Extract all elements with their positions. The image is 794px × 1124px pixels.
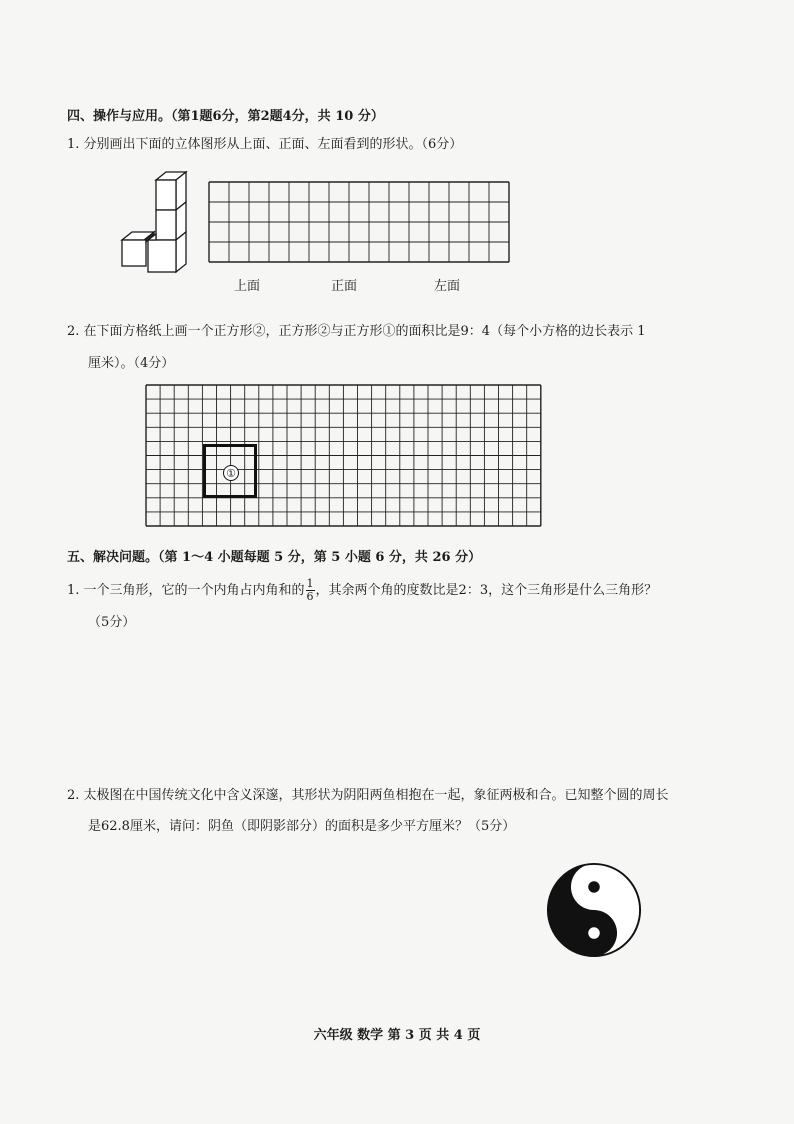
section-5-heading: 五、解决问题。（第 1～4 小题每题 5 分，第 5 小题 6 分，共 26 分） bbox=[67, 550, 482, 565]
answer-space-5-2[interactable] bbox=[88, 850, 528, 1000]
view-label-left: 左面 bbox=[434, 279, 461, 294]
question-5-2-text-line2: 是62.8厘米，请问：阴鱼（即阴影部分）的面积是多少平方厘米？（5分） bbox=[88, 819, 516, 834]
question-4-2-text-line2: 厘米）。（4分） bbox=[88, 356, 175, 371]
question-5-1-points: （5分） bbox=[88, 615, 136, 630]
answer-space-5-1[interactable] bbox=[88, 640, 728, 770]
question-4-2-text-line1: 2. 在下面方格纸上画一个正方形②，正方形②与正方形①的面积比是9：4（每个小方格的边长表示 1 bbox=[67, 324, 646, 339]
taiji-yin-yang-icon bbox=[546, 862, 642, 958]
question-5-1-text bbox=[67, 577, 657, 605]
view-label-front: 正面 bbox=[331, 279, 358, 294]
question-5-1-text-before: 1. 一个三角形，它的一个内角占内角和的 bbox=[67, 583, 305, 598]
fraction-one-sixth: $\frac{1}{6}$ bbox=[306, 577, 314, 603]
question-4-1-text: 1. 分别画出下面的立体图形从上面、正面、左面看到的形状。（6分） bbox=[67, 137, 463, 152]
view-grid[interactable] bbox=[209, 182, 509, 264]
section-4-heading: 四、操作与应用。（第1题6分，第2题4分，共 10 分） bbox=[67, 109, 384, 124]
page-footer: 六年级 数学 第 3 页 共 4 页 bbox=[313, 1028, 481, 1043]
square-1-label: ① bbox=[223, 465, 239, 481]
view-label-top: 上面 bbox=[234, 279, 261, 294]
question-5-2-text-line1: 2. 太极图在中国传统文化中含义深邃，其形状为阴阳两鱼相抱在一起，象征两极和合。已知整个圆的周长 bbox=[67, 788, 669, 803]
cube-stack-figure bbox=[118, 172, 190, 276]
question-5-1-text-after: ，其余两个角的度数比是2：3，这个三角形是什么三角形？ bbox=[315, 583, 658, 598]
